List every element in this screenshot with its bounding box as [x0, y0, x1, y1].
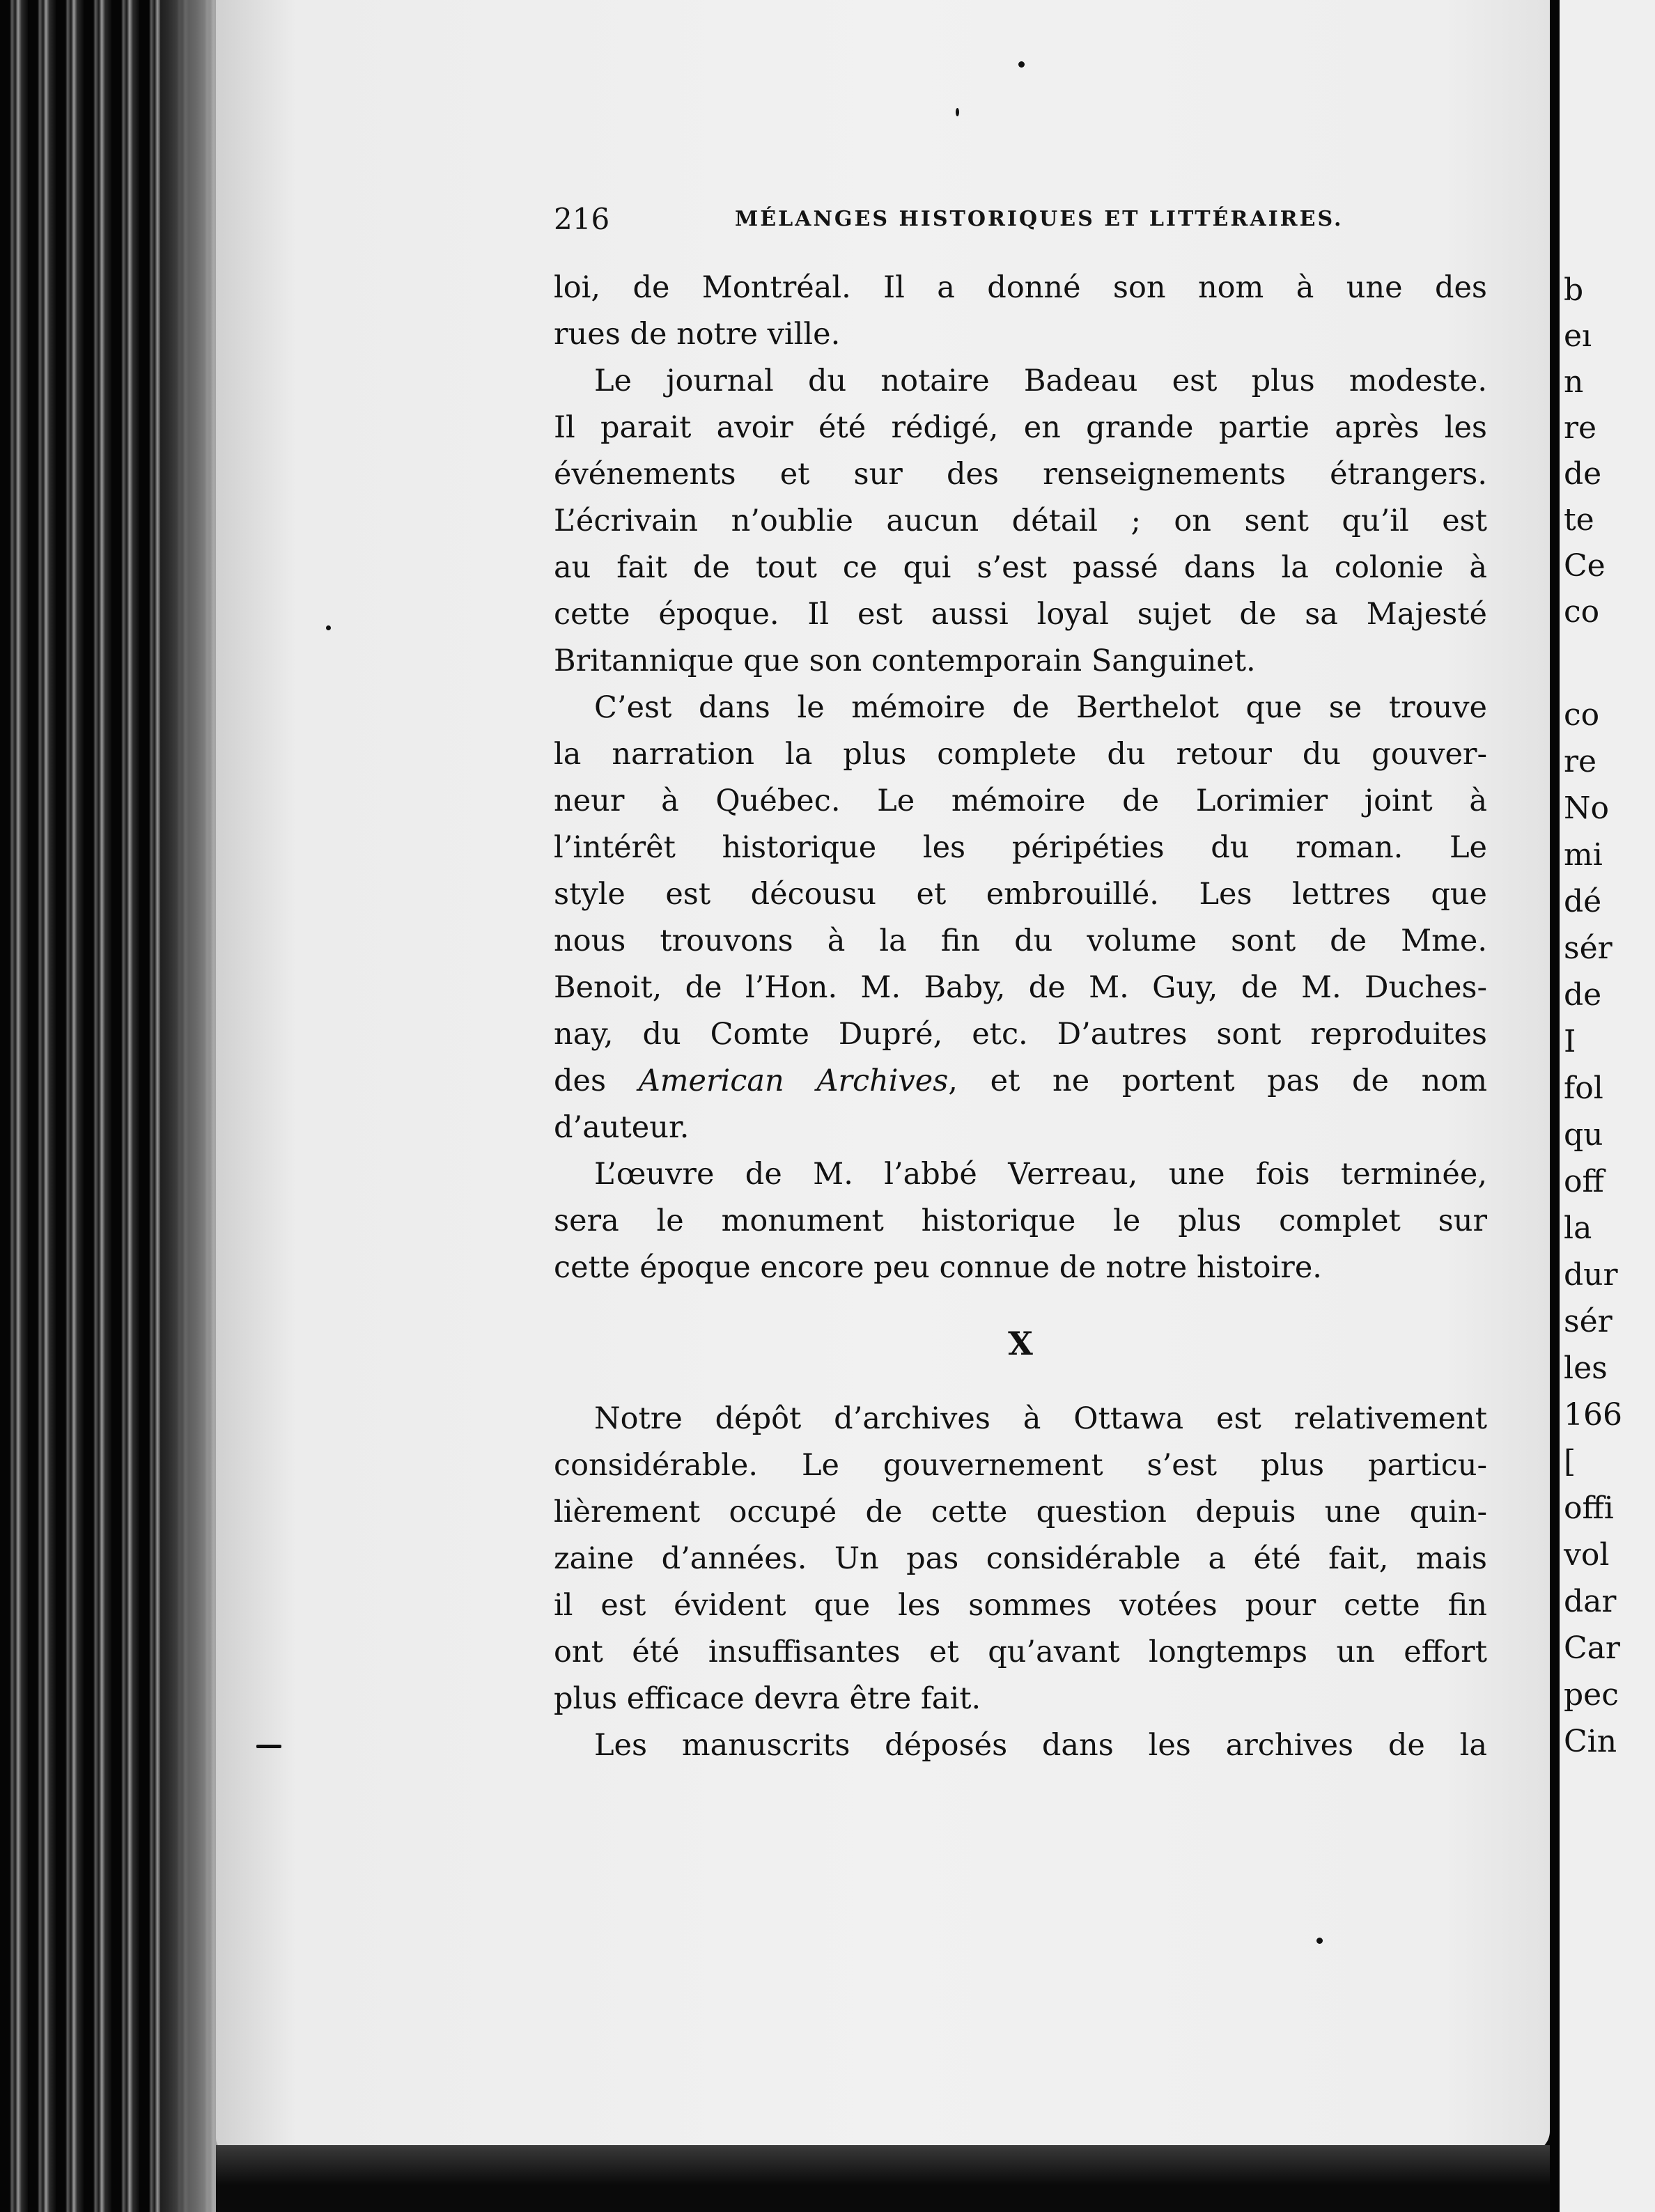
running-head: [554, 202, 1459, 237]
ink-speck: [956, 108, 959, 116]
facing-page-fragment: dur: [1564, 1257, 1618, 1293]
facing-page-fragment: de: [1564, 977, 1602, 1013]
text-line: Benoit, de l’Hon. M. Baby, de M. Guy, de M. Duches-: [554, 970, 1487, 1005]
facing-page-fragment: te: [1564, 502, 1594, 538]
page-gutter: [1550, 0, 1560, 2212]
ink-speck: [1018, 61, 1025, 68]
ink-speck: [256, 1745, 281, 1748]
facing-page-fragment: 166: [1564, 1397, 1622, 1433]
facing-page-fragment: n: [1564, 364, 1584, 400]
facing-page-fragment: Car: [1564, 1630, 1620, 1666]
text-line: Les manuscrits déposés dans les archives de la: [594, 1728, 1487, 1763]
facing-page-fragment: offi: [1564, 1490, 1614, 1526]
facing-page-fragment: co: [1564, 697, 1600, 733]
facing-page-fragment: sér: [1564, 930, 1613, 966]
text-line: neur à Québec. Le mémoire de Lorimier joint à: [554, 784, 1487, 818]
running-title: MÉLANGES HISTORIQUES ET LITTÉRAIRES.: [735, 207, 1344, 231]
text-line: nous trouvons à la fin du volume sont de Mme.: [554, 924, 1487, 958]
facing-page-fragment: No: [1564, 790, 1609, 826]
facing-page-fragment: [: [1564, 1444, 1576, 1479]
facing-page-fragment: sér: [1564, 1304, 1613, 1339]
text-line: L’œuvre de M. l’abbé Verreau, une fois terminée,: [594, 1157, 1487, 1192]
text-line: style est décousu et embrouillé. Les lettres que: [554, 877, 1487, 912]
text-line: C’est dans le mémoire de Berthelot que se trouve: [594, 690, 1487, 725]
text-line: cette époque. Il est aussi loyal sujet de sa Majesté: [554, 597, 1487, 632]
facing-page-fragment: b: [1564, 272, 1584, 308]
text-line: au fait de tout ce qui s’est passé dans la colonie à: [554, 550, 1487, 585]
page-number: 216: [554, 202, 610, 236]
facing-page-fragment: Cin: [1564, 1724, 1617, 1759]
text-line: Britannique que son contemporain Sanguinet.: [554, 644, 1256, 678]
text-line: plus efficace devra être fait.: [554, 1681, 981, 1716]
text-line: l’intérêt historique les péripéties du roman. Le: [554, 830, 1487, 865]
facing-page-fragment: fol: [1564, 1070, 1603, 1106]
facing-page-fragment: Ce: [1564, 548, 1606, 584]
text-line: Le journal du notaire Badeau est plus modeste.: [594, 364, 1487, 398]
body-text: [554, 265, 1487, 1769]
facing-page-fragment: mi: [1564, 837, 1603, 873]
facing-page-fragment: pec: [1564, 1677, 1619, 1713]
text-line: loi, de Montréal. Il a donné son nom à une des: [554, 270, 1487, 305]
paragraphs-before-section: [554, 265, 1487, 1291]
facing-page-edge: [1560, 0, 1655, 2212]
text-line: d’auteur.: [554, 1110, 690, 1145]
page-bottom-shadow: [216, 2145, 1550, 2212]
text-line: il est évident que les sommes votées pour cette fin: [554, 1588, 1487, 1623]
section-heading: X: [1008, 1325, 1033, 1362]
text-line: lièrement occupé de cette question depuis une quin-: [554, 1495, 1487, 1529]
ink-speck: [326, 625, 331, 630]
text-line: considérable. Le gouvernement s’est plus particu-: [554, 1448, 1487, 1483]
text-line: nay, du Comte Dupré, etc. D’autres sont reproduites: [554, 1017, 1487, 1052]
text-line: la narration la plus complete du retour du gouver-: [554, 737, 1487, 772]
facing-page-fragment: re: [1564, 744, 1597, 779]
text-line: Notre dépôt d’archives à Ottawa est relativement: [594, 1401, 1487, 1436]
facing-page-fragment: la: [1564, 1210, 1592, 1246]
text-line: rues de notre ville.: [554, 317, 841, 352]
text-line: ont été insuffisantes et qu’avant longtemps un effort: [554, 1635, 1487, 1669]
facing-page-fragment: dar: [1564, 1584, 1617, 1619]
text-line: événements et sur des renseignements étrangers.: [554, 457, 1487, 492]
text-line: cette époque encore peu connue de notre histoire.: [554, 1250, 1322, 1285]
text-line: des American Archives, et ne portent pas de nom: [554, 1064, 1487, 1098]
ink-speck: [1316, 1938, 1323, 1944]
text-line: L’écrivain n’oublie aucun détail ; on sent qu’il est: [554, 504, 1487, 538]
facing-page-fragment: qu: [1564, 1117, 1603, 1153]
text-line: zaine d’années. Un pas considérable a été fait, mais: [554, 1541, 1487, 1576]
facing-page-fragment: off: [1564, 1164, 1604, 1199]
paragraphs-after-section: [554, 1396, 1487, 1769]
italic-title: American Archives: [638, 1064, 949, 1098]
text-line: Il parait avoir été rédigé, en grande partie après les: [554, 410, 1487, 445]
facing-page-fragment: I: [1564, 1024, 1576, 1059]
facing-page-fragment: vol: [1564, 1537, 1610, 1573]
facing-page-fragment: eı: [1564, 318, 1592, 354]
text-line: sera le monument historique le plus complet sur: [554, 1204, 1487, 1238]
facing-page-fragment: re: [1564, 410, 1597, 446]
facing-page-fragment: dé: [1564, 884, 1602, 919]
facing-page-fragment: co: [1564, 594, 1600, 630]
facing-page-fragment: de: [1564, 456, 1602, 492]
facing-page-fragment: les: [1564, 1350, 1608, 1386]
